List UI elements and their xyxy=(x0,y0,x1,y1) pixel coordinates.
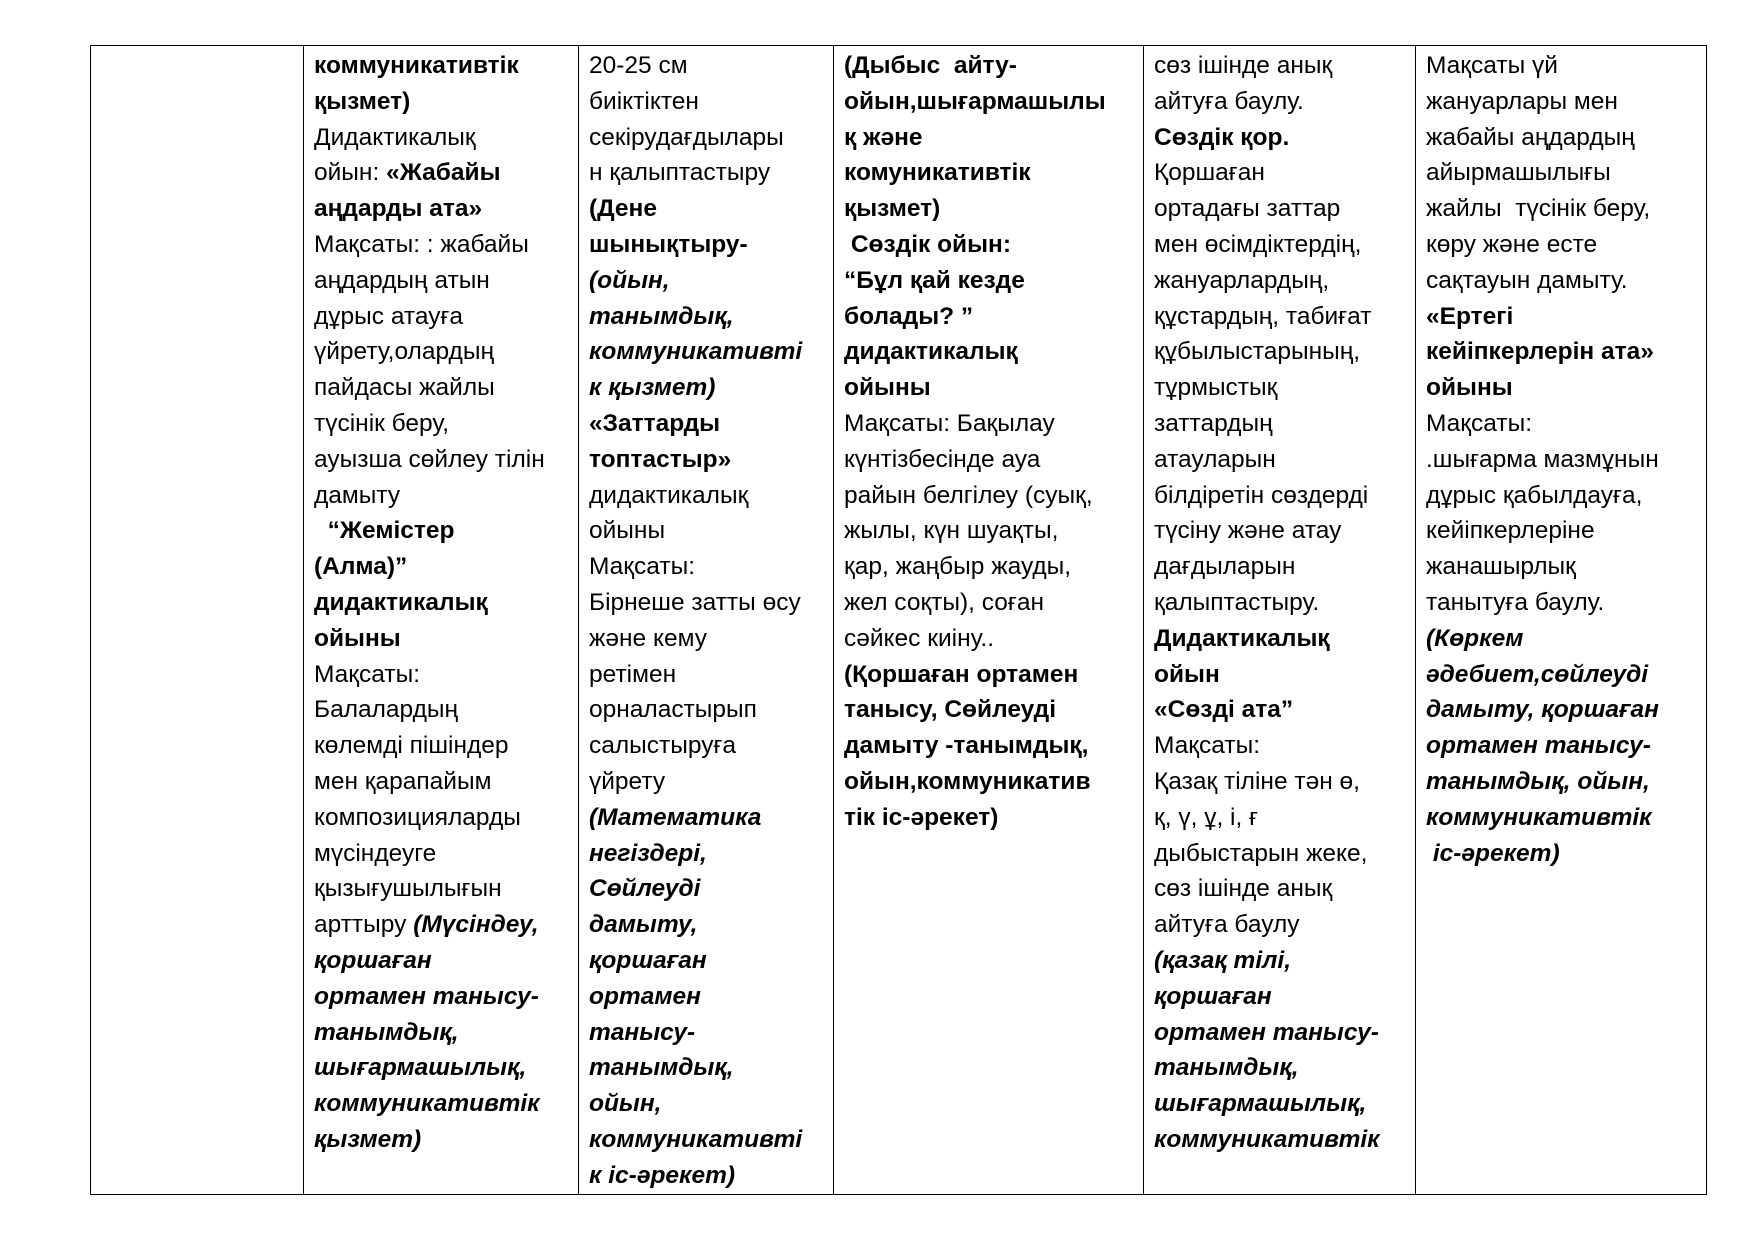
text-line: жабайы аңдардың xyxy=(1426,123,1635,151)
text-line: ойыны xyxy=(589,517,666,545)
text-line: Дидактикалық xyxy=(1154,624,1330,652)
schedule-table xyxy=(90,45,1707,1195)
text-line: орналастырып xyxy=(589,696,757,724)
text-line: аңдарды ата» xyxy=(314,195,483,223)
text-line: (қазақ тілі, xyxy=(1154,946,1291,974)
text-line: Сөздік ойын: xyxy=(844,230,1011,258)
text-line: құстардың, табиғат xyxy=(1154,302,1372,330)
text-line: ойын, xyxy=(589,1090,662,1118)
text-line: к іс-әрекет) xyxy=(589,1161,736,1189)
table-cell-empty xyxy=(91,46,304,1195)
text-line xyxy=(314,155,570,191)
text-line: дидактикалық xyxy=(314,588,488,616)
text-line: Мақсаты: xyxy=(1154,732,1261,760)
text-line: сақтауын дамыту. xyxy=(1426,266,1628,294)
text-line: топтастыр» xyxy=(589,445,732,473)
text-line: ортамен xyxy=(589,982,701,1010)
text-line: жануарлардың, xyxy=(1154,266,1330,294)
text-line: ауызша сөйлеу тілін xyxy=(314,445,545,473)
text-line: дағдыларын xyxy=(1154,553,1296,581)
table-row xyxy=(91,46,1707,1195)
text-line: күнтізбесінде ауа xyxy=(844,445,1041,473)
text-line: жел соқты), соған xyxy=(844,588,1045,616)
text-line: үйрету xyxy=(589,767,666,795)
text-line: н қалыптастыру xyxy=(589,159,771,187)
text-line: ортамен танысу- xyxy=(1154,1018,1379,1046)
text-segment: ойын: xyxy=(314,159,387,187)
text-line xyxy=(314,907,570,943)
text-line: Қоршаған xyxy=(1154,159,1265,187)
text-line: (Көркем xyxy=(1426,624,1524,652)
text-line: іс-әрекет) xyxy=(1426,839,1560,867)
text-line: ойыны xyxy=(314,624,401,652)
text-line: танымдық, xyxy=(314,1018,459,1046)
text-line: (Алма)” xyxy=(314,553,408,581)
text-line: Мақсаты: Бақылау xyxy=(844,409,1055,437)
text-line: дамыту -танымдық, xyxy=(844,732,1089,760)
text-line: заттардың xyxy=(1154,409,1273,437)
text-line: қоршаған xyxy=(1154,982,1272,1010)
text-line: дұрыс атауға xyxy=(314,302,464,330)
text-line: (Математика xyxy=(589,803,762,831)
text-line: к қызмет) xyxy=(589,374,716,402)
text-line: әдебиет,сөйлеуді xyxy=(1426,660,1649,688)
text-line: көлемді пішіндер xyxy=(314,732,509,760)
table-cell-activities-5 xyxy=(1416,46,1707,1195)
text-line: мен өсімдіктердің, xyxy=(1154,230,1362,258)
text-line: танысу- xyxy=(589,1018,696,1046)
text-line: сөз ішінде анық xyxy=(1154,875,1333,903)
text-line: дамыту, xyxy=(589,911,698,939)
text-line: райын белгілеу (суық, xyxy=(844,481,1093,509)
text-line: танысу, Сөйлеуді xyxy=(844,696,1057,724)
text-line: Мақсаты: xyxy=(589,553,696,581)
text-line: ретімен xyxy=(589,660,677,688)
text-line: .шығарма мазмұнын xyxy=(1426,445,1659,473)
text-line: ортамен танысу- xyxy=(1426,732,1651,760)
text-line: түсіну және атау xyxy=(1154,517,1342,545)
text-segment-emphasis: «Жабайы xyxy=(386,159,501,187)
text-line: дидактикалық xyxy=(844,338,1018,366)
text-line: көру және есте xyxy=(1426,230,1598,258)
text-line: шынықтыру- xyxy=(589,230,748,258)
text-line: Мақсаты: xyxy=(314,660,421,688)
text-line: Қазақ тіліне тән ө, xyxy=(1154,767,1360,795)
text-line: ойын,шығармашылы xyxy=(844,87,1106,115)
text-line: сәйкес киіну.. xyxy=(844,624,995,652)
text-line: қалыптастыру. xyxy=(1154,588,1320,616)
text-line: коммуникативті xyxy=(589,1125,803,1153)
text-line: «Заттарды xyxy=(589,409,721,437)
text-line: “Бұл қай кезде xyxy=(844,266,1025,294)
text-line: атауларын xyxy=(1154,445,1276,473)
text-line: коммуникативтік xyxy=(314,52,519,79)
text-segment: арттыру xyxy=(314,911,414,939)
text-line: Мақсаты: xyxy=(1426,409,1533,437)
text-line: жанашырлық xyxy=(1426,553,1576,581)
text-line: дамыту, қоршаған xyxy=(1426,696,1659,724)
text-line: (Дыбыс айту- xyxy=(844,52,1017,79)
text-line: пайдасы жайлы xyxy=(314,374,495,402)
text-line: ойын xyxy=(1154,660,1220,688)
text-line: дидактикалық xyxy=(589,481,749,509)
text-line: Мақсаты үй xyxy=(1426,52,1558,79)
table-cell-activities-3 xyxy=(834,46,1144,1195)
table-cell-activities-2 xyxy=(579,46,834,1195)
text-line: жайлы түсінік беру, xyxy=(1426,195,1651,223)
text-line: тұрмыстық xyxy=(1154,374,1278,402)
text-line: ойыны xyxy=(844,374,931,402)
text-line: Бірнеше затты өсу xyxy=(589,588,801,616)
text-line: сөз ішінде анық xyxy=(1154,52,1333,79)
text-line: коммуникативті xyxy=(589,338,803,366)
text-line: мүсіндеуге xyxy=(314,839,437,867)
text-line: қызмет) xyxy=(314,1125,422,1153)
text-line: түсінік беру, xyxy=(314,409,450,437)
text-line: Балалардың xyxy=(314,696,459,724)
text-line: Сөздік қор. xyxy=(1154,123,1290,151)
text-line: білдіретін сөздерді xyxy=(1154,481,1369,509)
text-line: айтуға баулу. xyxy=(1154,87,1304,115)
text-line: қызмет) xyxy=(844,195,941,223)
text-line: композицияларды xyxy=(314,803,521,831)
text-line: қ және xyxy=(844,123,923,151)
text-line: Сөйлеуді xyxy=(589,875,701,903)
text-line: «Ертегі xyxy=(1426,302,1514,330)
text-line: ортадағы заттар xyxy=(1154,195,1341,223)
text-line: болады? ” xyxy=(844,302,974,330)
text-line: қызығушылығын xyxy=(314,875,502,903)
text-line: негіздері, xyxy=(589,839,707,867)
text-line: “Жемістер xyxy=(314,517,455,545)
text-line: биіктіктен xyxy=(589,87,699,115)
text-line: қоршаған xyxy=(589,946,707,974)
text-line: жануарлары мен xyxy=(1426,87,1618,115)
text-line: Дидактикалық xyxy=(314,123,476,151)
text-segment-emphasis: (Мүсіндеу, xyxy=(413,911,539,939)
text-line: үйрету,олардың xyxy=(314,338,494,366)
text-line: ортамен танысу- xyxy=(314,982,539,1010)
text-line: дұрыс қабылдауға, xyxy=(1426,481,1643,509)
text-line: кейіпкерлеріне xyxy=(1426,517,1595,545)
text-line: (Қоршаған ортамен xyxy=(844,660,1079,688)
text-line: 20-25 см xyxy=(589,52,688,79)
text-line: және кему xyxy=(589,624,707,652)
text-line: коммуникативтік xyxy=(1154,1125,1380,1153)
text-line: қ, ү, ұ, і, ғ xyxy=(1154,803,1259,831)
text-line: дамыту xyxy=(314,481,401,509)
text-line: танымдық, xyxy=(1154,1054,1299,1082)
text-line: Мақсаты: : жабайы xyxy=(314,230,529,258)
text-line: қоршаған xyxy=(314,946,432,974)
text-line: танымдық, xyxy=(589,1054,734,1082)
text-line: дыбыстарын жеке, xyxy=(1154,839,1368,867)
text-line: комуникативтік xyxy=(844,159,1031,187)
text-line: қызмет) xyxy=(314,87,411,115)
text-line: тік іс-әрекет) xyxy=(844,803,999,831)
text-line: «Сөзді ата” xyxy=(1154,696,1294,724)
text-line: айтуға баулу xyxy=(1154,911,1300,939)
text-line: ойын,коммуникатив xyxy=(844,767,1091,795)
text-line: танымдық, ойын, xyxy=(1426,767,1650,795)
text-line: ойыны xyxy=(1426,374,1513,402)
text-line: қар, жаңбыр жауды, xyxy=(844,553,1072,581)
text-line: шығармашылық, xyxy=(1154,1090,1367,1118)
text-line: секірудағдылары xyxy=(589,123,784,151)
text-line: коммуникативтік xyxy=(314,1090,540,1118)
text-line: айырмашылығы xyxy=(1426,159,1611,187)
text-line: танытуға баулу. xyxy=(1426,588,1605,616)
text-line: танымдық, xyxy=(589,302,734,330)
text-line: (Дене xyxy=(589,195,657,223)
text-line: жылы, күн шуақты, xyxy=(844,517,1059,545)
table-cell-activities-4 xyxy=(1144,46,1416,1195)
text-segment-emphasis: (ойын, xyxy=(589,266,670,294)
text-line xyxy=(589,263,825,299)
table-cell-activities-1 xyxy=(304,46,579,1195)
text-line: кейіпкерлерін ата» xyxy=(1426,338,1654,366)
text-line: құбылыстарының, xyxy=(1154,338,1361,366)
text-line: салыстыруға xyxy=(589,732,737,760)
text-line: мен қарапайым xyxy=(314,767,492,795)
text-line: аңдардың атын xyxy=(314,266,490,294)
text-line: шығармашылық, xyxy=(314,1054,527,1082)
text-line: коммуникативтік xyxy=(1426,803,1652,831)
